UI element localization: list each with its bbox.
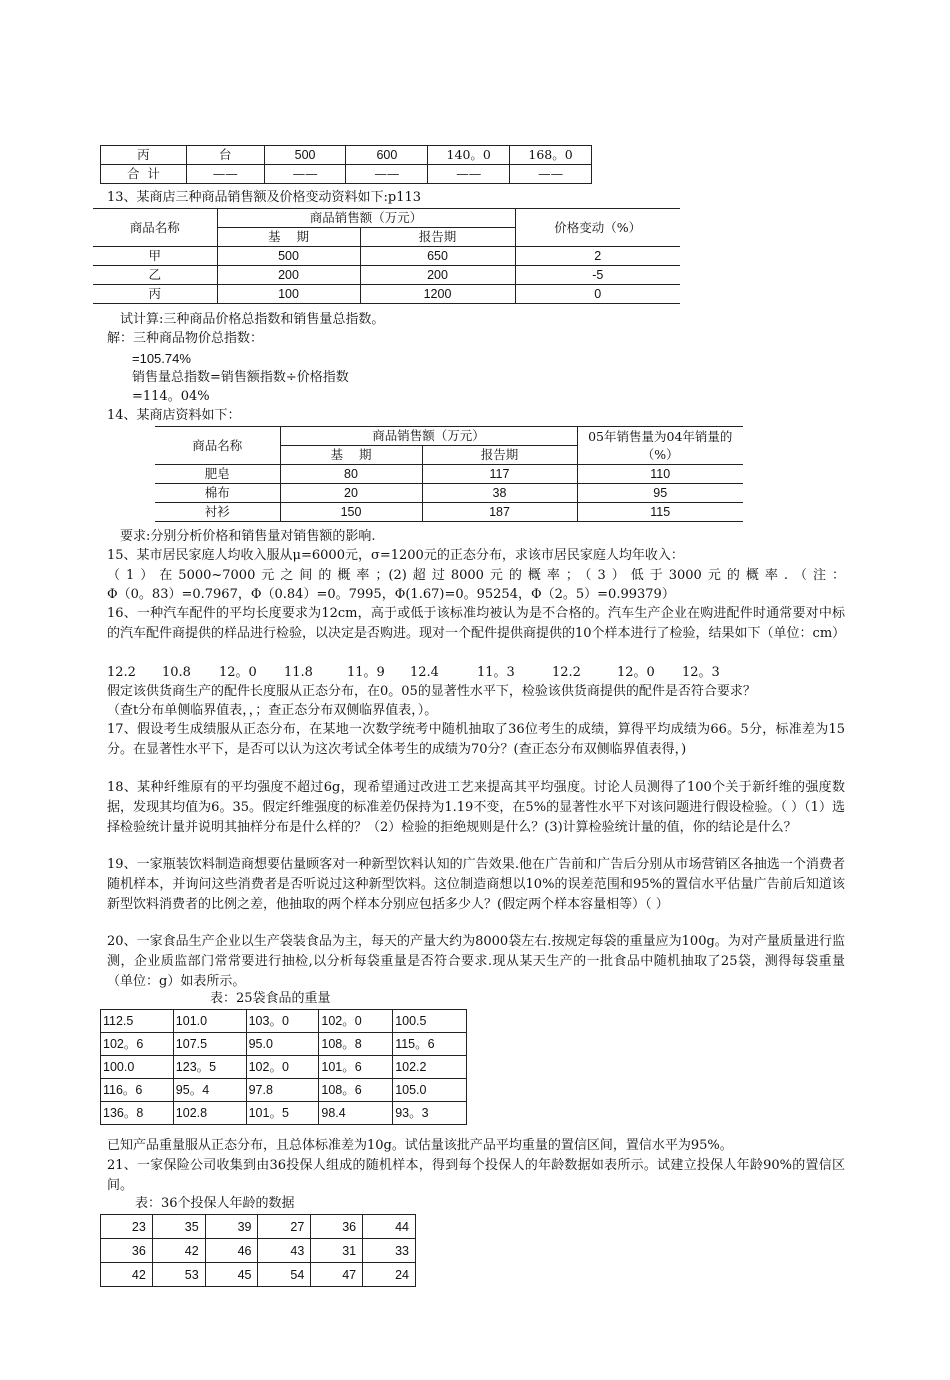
cell: 54 — [258, 1263, 311, 1287]
header-sales: 商品销售额（万元） — [217, 209, 515, 228]
header-name: 商品名称 — [93, 209, 217, 247]
table-row — [101, 1033, 467, 1056]
cell: 110 — [577, 465, 743, 484]
cell: 102。6 — [101, 1033, 174, 1056]
q13-solution-2: =105.74% — [132, 351, 191, 366]
cell: 100 — [278, 287, 299, 301]
cell: 105.0 — [393, 1079, 467, 1102]
data-value: 12。3 — [682, 665, 720, 680]
cell: -5 — [515, 266, 680, 285]
table-row — [101, 1263, 416, 1287]
cell: 1200 — [360, 285, 515, 304]
cell: 24 — [363, 1263, 416, 1287]
cell: 36 — [311, 1215, 363, 1239]
q17-paragraph: 17、假设考生成绩服从正态分布，在某地一次数学统考中随机抽取了36位考生的成绩，算得平均成绩为66。5分，标准差为15分。在显著性水平下，是否可以认为这次考试全体考生的成绩为70分？(查正态分布双侧临界值表得，) — [107, 722, 845, 757]
cell: 500 — [217, 247, 360, 266]
cell: 103。0 — [246, 1010, 319, 1033]
cell: —— — [510, 165, 592, 184]
data-value: 12.2 — [552, 665, 581, 680]
cell: 117 — [422, 465, 577, 484]
q14-table — [155, 426, 743, 522]
cell: 27 — [258, 1215, 311, 1239]
q21-table-caption: 表：36个投保人年龄的数据 — [135, 1196, 295, 1211]
data-value: 12。0 — [617, 665, 655, 680]
cell: 140。0 — [428, 146, 510, 165]
cell: 115 — [577, 503, 743, 522]
cell: 95.0 — [246, 1033, 319, 1056]
cell: 101。6 — [319, 1056, 393, 1079]
q13-title: 13、某商店三种商品销售额及价格变动资料如下:p113 — [107, 190, 422, 205]
cell: 101。5 — [246, 1102, 319, 1125]
cell: 136。8 — [101, 1102, 174, 1125]
q20-conclusion: 已知产品重量服从正态分布，且总体标准差为10g。试估量该批产品平均重量的置信区间，置信水平为95%。 — [107, 1138, 733, 1153]
table-row — [101, 1079, 467, 1102]
cell: 46 — [205, 1239, 258, 1263]
cell: 600 — [346, 146, 428, 165]
cell: 42 — [101, 1263, 153, 1287]
cell: 33 — [363, 1239, 416, 1263]
q13-solution-1: 解：三种商品物价总指数： — [107, 331, 264, 346]
table-row — [101, 165, 592, 184]
cell: 47 — [311, 1263, 363, 1287]
cell: 650 — [360, 247, 515, 266]
cell: 97.8 — [246, 1079, 319, 1102]
cell: 43 — [258, 1239, 311, 1263]
cell: 棉布 — [155, 484, 280, 503]
cell: 台 — [186, 146, 264, 165]
cell: 115。6 — [393, 1033, 467, 1056]
cell: 42 — [152, 1239, 205, 1263]
header-base: 基 期 — [217, 228, 360, 247]
cell: 20 — [280, 484, 422, 503]
header-sales: 商品销售额（万元） — [280, 427, 577, 446]
cell: 102.8 — [173, 1102, 246, 1125]
data-value: 11。3 — [477, 665, 515, 680]
cell: 53 — [152, 1263, 205, 1287]
table-row — [101, 1215, 416, 1239]
header-report: 报告期 — [422, 446, 577, 465]
table-row — [155, 503, 743, 522]
cell: 100.5 — [393, 1010, 467, 1033]
q20-table-caption: 表：25袋食品的重量 — [210, 991, 331, 1006]
q15-line-3: Φ（0。83）=0.7967，Φ（0.84）=0。7995，Φ(1.67)=0。95254，Φ（2。5）=0.99379） — [107, 587, 675, 602]
cell: 123。5 — [173, 1056, 246, 1079]
header-base: 基 期 — [280, 446, 422, 465]
table-row — [93, 266, 680, 285]
cell: 112.5 — [101, 1010, 174, 1033]
cell: 31 — [311, 1239, 363, 1263]
q16-paragraph-2: 假定该供货商生产的配件长度服从正态分布，在0。05的显著性水平下，检验该供货商提供的配件是否符合要求？ — [107, 684, 756, 699]
q21-paragraph: 21、一家保险公司收集到由36投保人组成的随机样本，得到每个投保人的年龄数据如表所示。试建立投保人年龄90%的置信区间。 — [107, 1158, 845, 1193]
cell: 衬衫 — [155, 503, 280, 522]
cell: 108。8 — [319, 1033, 393, 1056]
q20-paragraph: 20、一家食品生产企业以生产袋装食品为主，每天的产量大约为8000袋左右.按规定每袋的重量应为100g。为对产量质量进行监测，企业质监部门常常要进行抽检,以分析每袋重量是否符合要求.现从某天生产的一批食品中随机抽取了25袋，测得每袋重量（单位：g）如表所示。 — [107, 934, 845, 989]
cell: 39 — [205, 1215, 258, 1239]
cell: 187 — [422, 503, 577, 522]
cell: 44 — [363, 1215, 416, 1239]
cell: —— — [428, 165, 510, 184]
cell: 合 计 — [101, 165, 187, 184]
cell: 2 — [515, 247, 680, 266]
q13-table — [93, 208, 680, 304]
cell: 108。6 — [319, 1079, 393, 1102]
cell: 38 — [422, 484, 577, 503]
data-value: 12.2 — [107, 665, 136, 680]
cell: —— — [186, 165, 264, 184]
cell: 95 — [577, 484, 743, 503]
table-row — [101, 1010, 467, 1033]
table-row — [101, 146, 592, 165]
q13-task: 试计算:三种商品价格总指数和销售量总指数。 — [120, 312, 385, 327]
data-value: 11.8 — [284, 665, 313, 680]
cell: 23 — [101, 1215, 153, 1239]
q15-line-2: （1）在5000~7000元之间的概率；(2)超过8000元的概率；（3）低于3000元的概率.（注： — [107, 568, 845, 583]
cell: 丙 — [93, 285, 217, 304]
cell: 肥皂 — [155, 465, 280, 484]
cell: 200 — [217, 266, 360, 285]
q15-line-1: 15、某市居民家庭人均收入服从μ=6000元，σ=1200元的正态分布，求该市居民家庭人均年收入： — [107, 548, 684, 563]
header-name: 商品名称 — [155, 427, 280, 465]
cell: 102。0 — [246, 1056, 319, 1079]
cell: 80 — [280, 465, 422, 484]
cell: 98.4 — [319, 1102, 393, 1125]
header-report: 报告期 — [360, 228, 515, 247]
table-row — [155, 484, 743, 503]
q13-solution-3: 销售量总指数=销售额指数÷价格指数 — [132, 370, 349, 385]
header-volume-ratio: 05年销售量为04年销量的（%） — [577, 427, 743, 465]
data-value: 12.4 — [410, 665, 439, 680]
q14-title: 14、某商店资料如下： — [107, 408, 241, 423]
q16-paragraph-3: （查t分布单侧临界值表，，；查正态分布双侧临界值表，）。 — [107, 703, 438, 718]
cell: —— — [264, 165, 346, 184]
table-row — [93, 247, 680, 266]
cell: 甲 — [93, 247, 217, 266]
data-value: 10.8 — [162, 665, 191, 680]
cell: 45 — [205, 1263, 258, 1287]
q20-weight-table — [100, 1009, 467, 1125]
cell: —— — [346, 165, 428, 184]
top-partial-table — [100, 145, 592, 184]
cell: 93。3 — [393, 1102, 467, 1125]
cell: 200 — [360, 266, 515, 285]
cell: 0 — [515, 285, 680, 304]
cell: 101.0 — [173, 1010, 246, 1033]
q21-age-table — [100, 1214, 416, 1287]
data-value: 12。0 — [219, 665, 257, 680]
cell: 168。0 — [510, 146, 592, 165]
q14-task: 要求:分别分析价格和销售量对销售额的影响. — [120, 529, 376, 544]
cell: 150 — [340, 505, 362, 519]
cell: 102.2 — [393, 1056, 467, 1079]
data-value: 11。9 — [347, 665, 385, 680]
cell: 116。6 — [101, 1079, 174, 1102]
header-price-change: 价格变动（%） — [515, 209, 680, 247]
cell: 102。0 — [319, 1010, 393, 1033]
table-row — [93, 285, 680, 304]
q16-paragraph-1: 16、一种汽车配件的平均长度要求为12cm，高于或低于该标准均被认为是不合格的。汽车生产企业在购进配件时通常要对中标的汽车配件商提供的样品进行检验，以决定是否购进。现对一个配件提供商提供的10个样本进行了检验，结果如下（单位：cm） — [107, 606, 846, 641]
cell: 107.5 — [173, 1033, 246, 1056]
q18-paragraph: 18、某种纤维原有的平均强度不超过6g，现希望通过改进工艺来提高其平均强度。讨论人员测得了100个关于新纤维的强度数据，发现其均值为6。35。假定纤维强度的标准差仍保持为1.19不变，在5%的显著性水平下对该问题进行假设检验。（ ）（1）选择检验统计量并说明其抽样分布是什么样的？（2）检验的拒绝规则是什么？(3)计算检验统计量的值，你的结论是什么？ — [107, 780, 845, 835]
cell: 乙 — [93, 266, 217, 285]
table-row — [101, 1239, 416, 1263]
cell: 100.0 — [101, 1056, 174, 1079]
table-row — [101, 1102, 467, 1125]
table-row — [155, 465, 743, 484]
cell: 500 — [264, 146, 346, 165]
cell: 95。4 — [173, 1079, 246, 1102]
cell: 35 — [152, 1215, 205, 1239]
q13-solution-4: =114。04% — [132, 389, 210, 404]
table-row — [101, 1056, 467, 1079]
q19-paragraph: 19、一家瓶装饮料制造商想要估量顾客对一种新型饮料认知的广告效果.他在广告前和广告后分别从市场营销区各抽选一个消费者随机样本，并询问这些消费者是否听说过这种新型饮料。这位制造商想以10%的误差范围和95%的置信水平估量广告前后知道该新型饮料消费者的比例之差，他抽取的两个样本分别应包括多少人？(假定两个样本容量相等）（ ） — [107, 857, 845, 912]
cell: 36 — [101, 1239, 153, 1263]
cell: 丙 — [101, 146, 187, 165]
